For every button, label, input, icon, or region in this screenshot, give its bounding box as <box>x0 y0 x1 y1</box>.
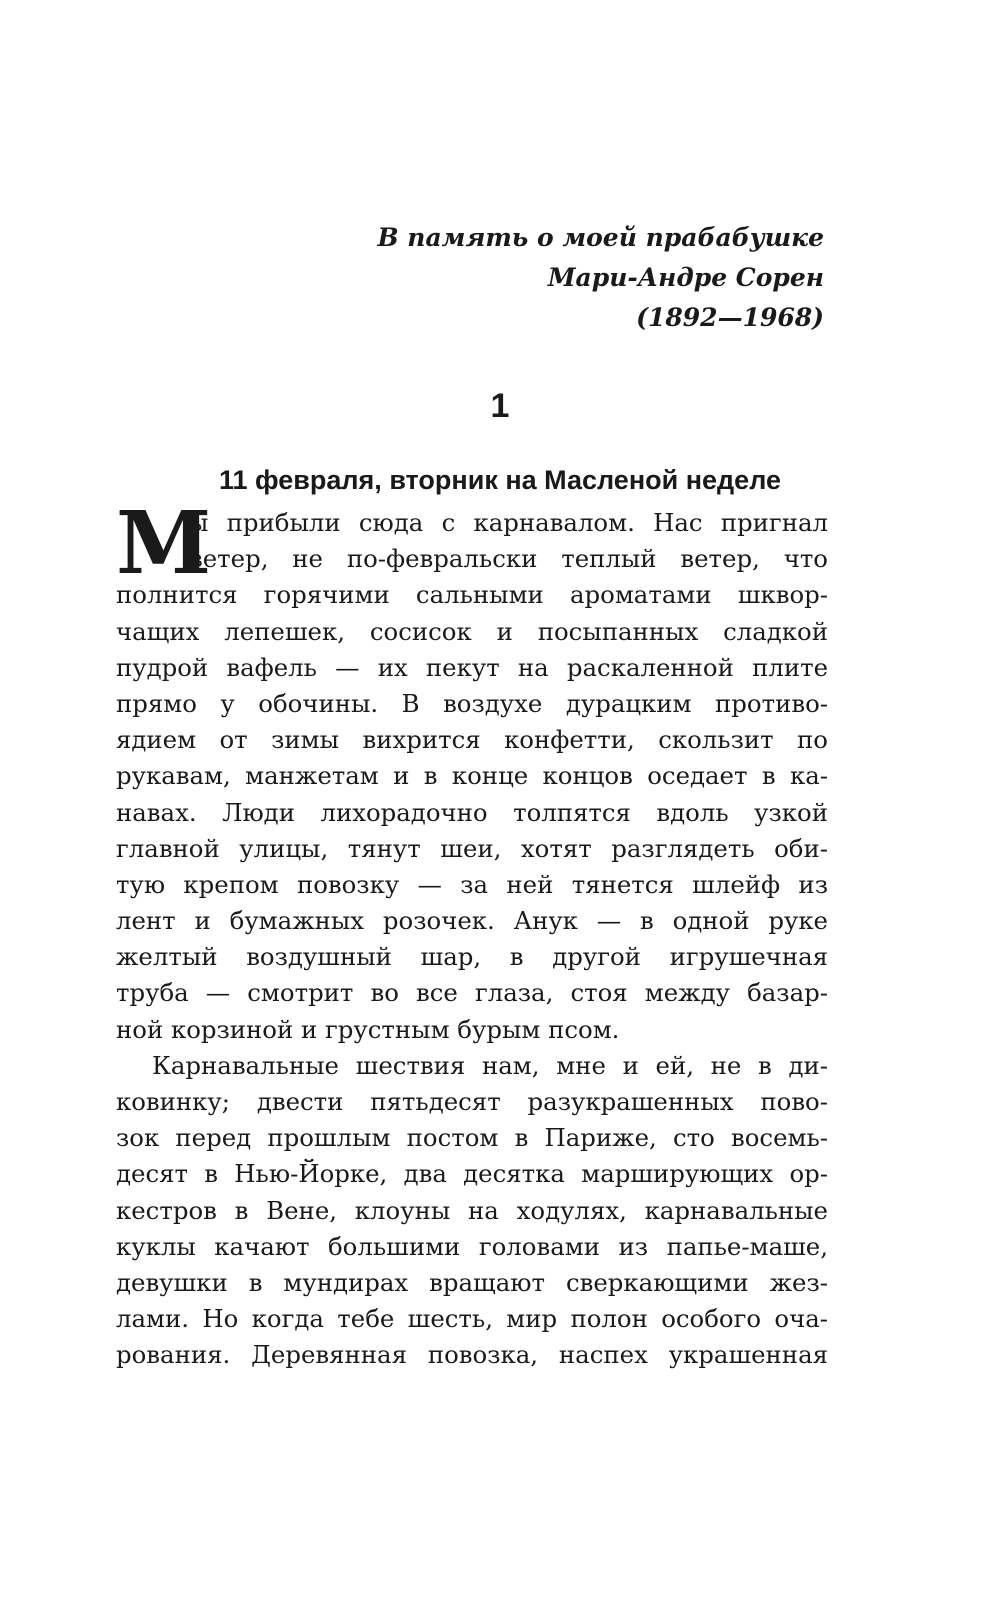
text-line: пудрой вафель — их пекут на раскаленной плите <box>116 652 828 682</box>
text-line: чащих лепешек, сосисок и посыпанных сладкой <box>116 616 828 646</box>
chapter-title: 11 февраля, вторник на Масленой неделе <box>218 465 782 495</box>
text-line: Карнавальные шествия нам, мне и ей, не в ди- <box>152 1050 828 1080</box>
dedication-line: В память о моей прабабушке <box>377 223 824 252</box>
text-line: кестров в Вене, клоуны на ходулях, карнавальные <box>116 1195 828 1225</box>
body-text <box>116 493 828 1374</box>
dedication <box>377 218 824 338</box>
text-line: прямо у обочины. В воздухе дурацким противо- <box>116 688 828 718</box>
text-line: лами. Но когда тебе шесть, мир полон особого оча- <box>116 1304 828 1334</box>
dedication-line: (1892—1968) <box>636 303 824 332</box>
text-line: ветер, не по-февральски теплый ветер, что <box>189 544 828 574</box>
text-line: ядием от зимы вихрится конфетти, скользит по <box>116 725 828 755</box>
chapter-number: 1 <box>490 387 510 425</box>
text-line: куклы качают большими головами из папье-маше, <box>116 1231 828 1261</box>
dedication-line: Мари-Андре Сорен <box>547 263 824 292</box>
text-line: зок перед прошлым постом в Париже, сто восемь- <box>116 1123 828 1153</box>
text-line: девушки в мундирах вращают сверкающими жез- <box>116 1267 828 1297</box>
drop-cap: М <box>116 493 211 594</box>
text-line: ы прибыли сюда с карнавалом. Нас пригнал <box>189 508 828 537</box>
text-line: тую крепом повозку — за ней тянется шлейф из <box>116 869 828 899</box>
text-line: десят в Нью-Йорке, два десятка марширующих ор- <box>116 1159 828 1189</box>
text-line: главной улицы, тянут шеи, хотят разглядеть оби- <box>116 833 828 863</box>
text-line: лент и бумажных розочек. Анук — в одной руке <box>116 906 828 936</box>
text-line: ной корзиной и грустным бурым псом. <box>116 1014 620 1044</box>
text-line: рования. Деревянная повозка, наспех украшенная <box>116 1340 828 1370</box>
text-line: труба — смотрит во все глаза, стоя между базар- <box>116 978 828 1008</box>
text-line: навах. Люди лихорадочно толпятся вдоль узкой <box>116 797 828 827</box>
text-line: желтый воздушный шар, в другой игрушечная <box>116 942 828 972</box>
text-line: рукавам, манжетам и в конце концов оседает в ка- <box>116 761 828 791</box>
text-line: полнится горячими сальными ароматами шквор- <box>116 580 828 610</box>
text-line: ковинку; двести пятьдесят разукрашенных пово- <box>116 1087 828 1116</box>
